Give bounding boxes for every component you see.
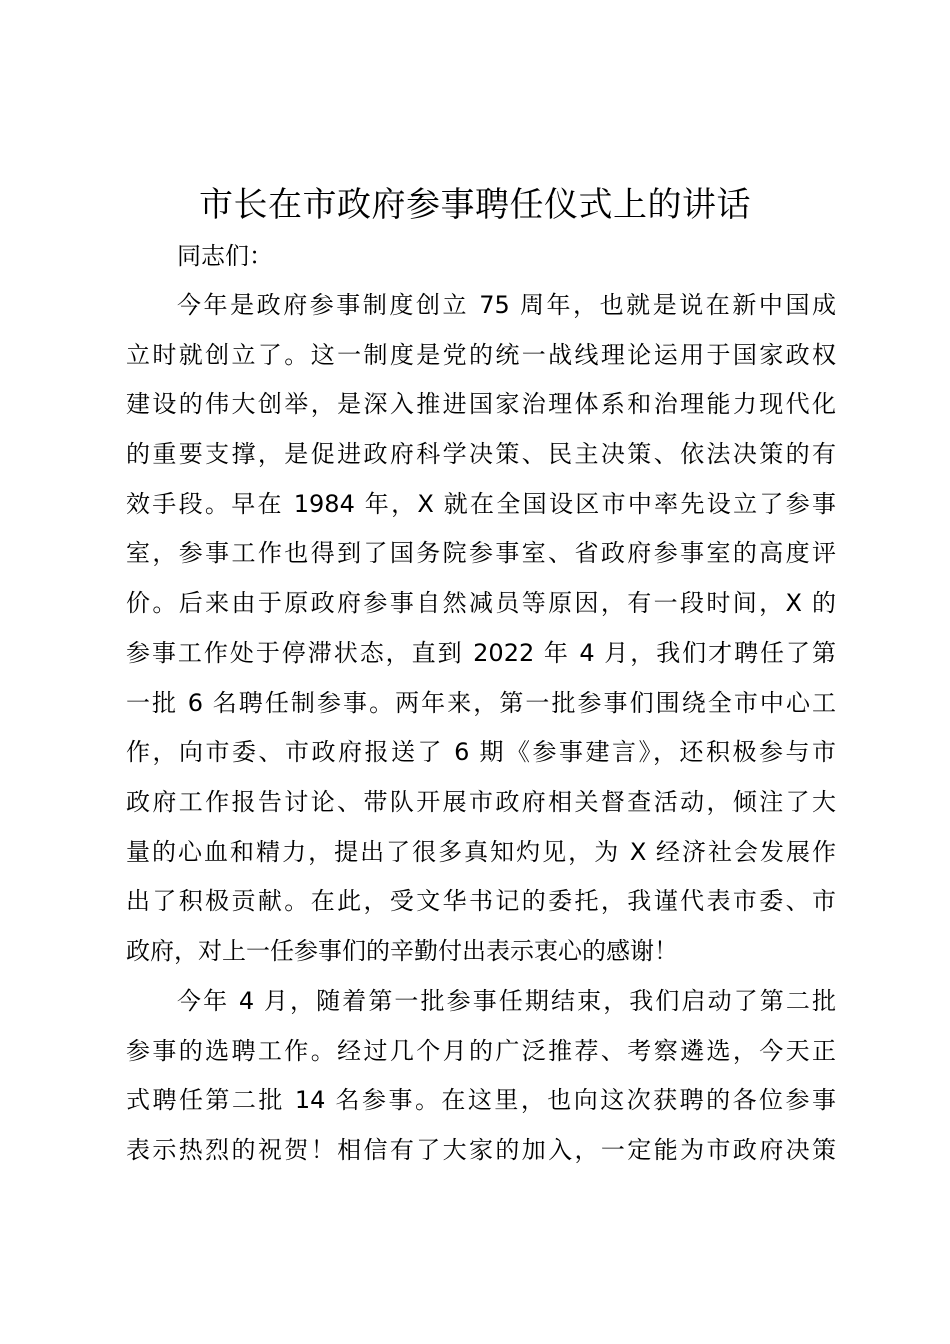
paragraph-line: 今年 4 月，随着第一批参事任期结束，我们启动了第二批 [177,987,836,1015]
paragraph-line: 建设的伟大创举，是深入推进国家治理体系和治理能力现代化 [126,390,836,419]
paragraph-line: 参事工作处于停滞状态，直到 2022 年 4 月，我们才聘任了第 [126,638,836,667]
paragraph-line: 政府工作报告讨论、带队开展市政府相关督查活动，倾注了大 [126,787,836,816]
paragraph-line: 参事的选聘工作。经过几个月的广泛推荐、考察遴选，今天正 [126,1036,836,1065]
paragraph-line: 政府，对上一任参事们的辛勤付出表示衷心的感谢！ [126,936,678,965]
paragraph-line: 一批 6 名聘任制参事。两年来，第一批参事们围绕全市中心工 [126,688,836,717]
paragraph-line: 的重要支撑，是促进政府科学决策、民主决策、依法决策的有 [126,440,836,469]
paragraph-line: 表示热烈的祝贺！相信有了大家的加入，一定能为市政府决策 [126,1136,836,1165]
paragraph-line: 量的心血和精力，提出了很多真知灼见，为 X 经济社会发展作 [126,837,836,866]
paragraph-1 [126,281,836,977]
salutation: 同志们： [177,242,273,270]
paragraph-line: 立时就创立了。这一制度是党的统一战线理论运用于国家政权 [126,340,836,369]
paragraph-line: 出了积极贡献。在此，受文华书记的委托，我谨代表市委、市 [126,887,836,916]
paragraph-line: 室，参事工作也得到了国务院参事室、省政府参事室的高度评 [126,539,836,568]
paragraph-line: 式聘任第二批 14 名参事。在这里，也向这次获聘的各位参事 [126,1086,836,1115]
paragraph-line: 作，向市委、市政府报送了 6 期《参事建言》，还积极参与市 [126,738,836,767]
document-title: 市长在市政府参事聘任仪式上的讲话 [199,185,751,225]
paragraph-2 [126,977,836,1176]
paragraph-line: 效手段。早在 1984 年，X 就在全国设区市中率先设立了参事 [126,489,836,518]
paragraph-line: 价。后来由于原政府参事自然减员等原因，有一段时间，X 的 [126,589,836,618]
paragraph-line: 今年是政府参事制度创立 75 周年，也就是说在新中国成 [177,291,836,319]
